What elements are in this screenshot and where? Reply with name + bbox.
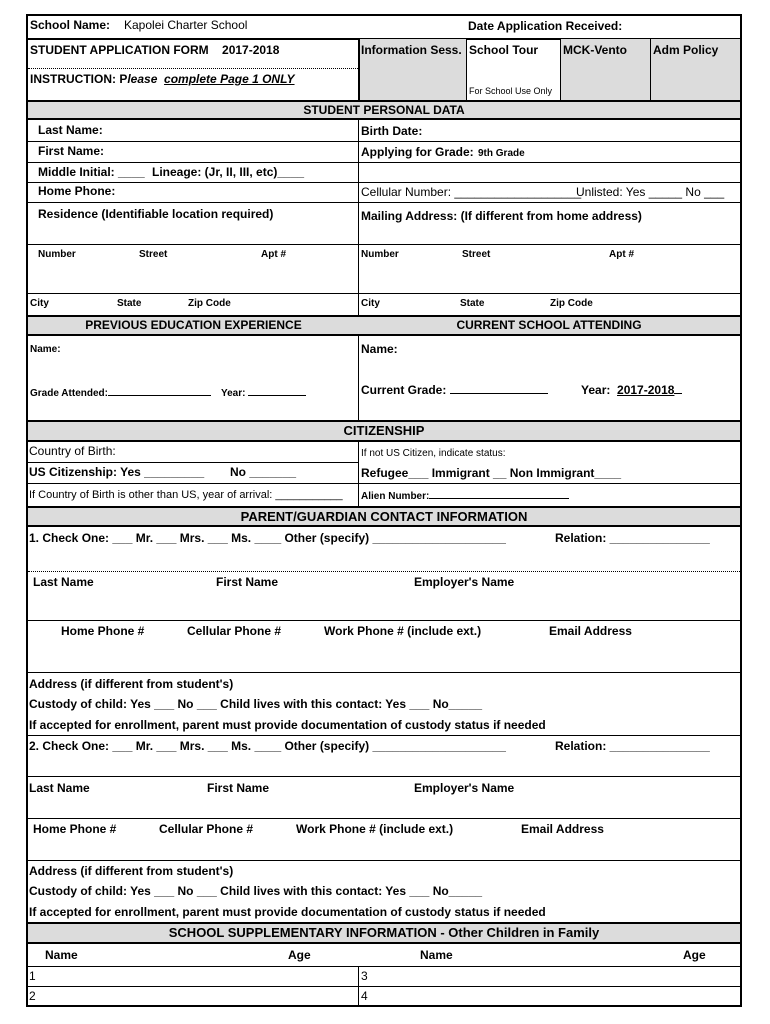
- contact1-last-name-label: Last Name: [33, 575, 94, 589]
- contact2-first-name-label: First Name: [207, 781, 270, 795]
- lineage-label: Lineage: (Jr, II, III, etc)____: [152, 165, 305, 179]
- contact1-cell-phone-label: Cellular Phone #: [187, 624, 282, 638]
- contact2-email-label: Email Address: [521, 822, 604, 836]
- mailing-street-label: Street: [462, 249, 491, 260]
- divider: [28, 735, 740, 736]
- divider: [358, 293, 359, 315]
- contact2-work-phone-label: Work Phone # (include ext.): [296, 822, 454, 836]
- contact2-last-name-label: Last Name: [29, 781, 90, 795]
- mailing-address-label: Mailing Address: (If different from home address): [361, 209, 642, 223]
- divider: [358, 336, 359, 420]
- residence-street-label: Street: [139, 249, 168, 260]
- contact1-home-phone-label: Home Phone #: [61, 624, 145, 638]
- sibling-row-3: 3: [361, 969, 368, 983]
- contact2-custody-line: Custody of child: Yes ___ No ___ Child lives with this contact: Yes ___ No_____: [29, 884, 483, 898]
- contact1-custody-line: Custody of child: Yes ___ No ___ Child lives with this contact: Yes ___ No_____: [29, 697, 483, 711]
- siblings-name-header-left: Name: [45, 948, 78, 962]
- current-year-value: 2017-2018: [617, 383, 675, 397]
- contact2-check-one: 2. Check One: ___ Mr. ___ Mrs. ___ Ms. ____ Other (specify) ____________________: [29, 739, 506, 753]
- office-col-mck-vento: MCK-Vento: [563, 43, 627, 57]
- last-name-label: Last Name:: [38, 123, 103, 137]
- divider: [28, 818, 740, 819]
- contact2-home-phone-label: Home Phone #: [33, 822, 117, 836]
- form-title: STUDENT APPLICATION FORM 2017-2018: [30, 43, 280, 57]
- divider: [28, 244, 740, 245]
- mailing-zip-label: Zip Code: [550, 298, 593, 309]
- home-phone-label: Home Phone:: [38, 184, 116, 198]
- section-current-school: CURRENT SCHOOL ATTENDING: [358, 315, 740, 336]
- curr-school-name-label: Name:: [361, 342, 398, 356]
- divider: [28, 966, 740, 967]
- divider: [358, 38, 360, 100]
- mailing-city-label: City: [361, 298, 380, 309]
- divider: [28, 141, 740, 142]
- application-form: [26, 14, 742, 1007]
- sibling-row-1: 1: [29, 969, 36, 983]
- contact2-doc-note: If accepted for enrollment, parent must provide documentation of custody status if needed: [29, 905, 546, 919]
- middle-initial-label: Middle Initial: ____: [38, 165, 145, 179]
- residence-label: Residence (Identifiable location required): [38, 207, 274, 221]
- divider: [358, 442, 359, 506]
- first-name-label: First Name:: [38, 144, 105, 158]
- contact1-relation-label: Relation: _______________: [555, 531, 710, 545]
- contact1-doc-note: If accepted for enrollment, parent must provide documentation of custody status if needed: [29, 718, 546, 732]
- mailing-number-label: Number: [361, 249, 399, 260]
- date-received-label: Date Application Received:: [468, 19, 623, 33]
- office-col-school-tour: School Tour: [469, 43, 539, 57]
- school-name-value: Kapolei Charter School: [124, 18, 248, 32]
- contact1-check-one: 1. Check One: ___ Mr. ___ Mrs. ___ Ms. ____ Other (specify) ____________________: [29, 531, 506, 545]
- divider: [28, 68, 358, 69]
- year-of-arrival-label: If Country of Birth is other than US, year of arrival: ___________: [29, 489, 343, 501]
- residence-number-label: Number: [38, 249, 76, 260]
- cellular-number-label: Cellular Number: ___________________: [361, 185, 582, 199]
- contact2-employer-label: Employer's Name: [414, 781, 515, 795]
- applying-grade-value: 9th Grade: [478, 148, 525, 159]
- contact1-first-name-label: First Name: [216, 575, 279, 589]
- divider: [358, 120, 359, 298]
- divider: [28, 462, 358, 463]
- citizen-status-options: Refugee___ Immigrant __ Non Immigrant____: [361, 466, 622, 480]
- office-col-adm-policy: Adm Policy: [653, 43, 719, 57]
- contact1-work-phone-label: Work Phone # (include ext.): [324, 624, 482, 638]
- divider: [358, 182, 740, 183]
- applying-grade-label: Applying for Grade:: [361, 145, 474, 159]
- sibling-row-4: 4: [361, 989, 368, 1003]
- divider: [28, 620, 740, 621]
- mailing-state-label: State: [460, 298, 485, 309]
- contact1-address-label: Address (if different from student's): [29, 677, 234, 691]
- divider: [28, 202, 740, 203]
- us-citizenship-label: US Citizenship: Yes _________: [29, 465, 205, 479]
- divider: [28, 986, 740, 987]
- section-student-personal-data: STUDENT PERSONAL DATA: [28, 100, 740, 120]
- office-use-note: For School Use Only: [469, 86, 553, 96]
- residence-city-label: City: [30, 298, 49, 309]
- contact1-email-label: Email Address: [549, 624, 632, 638]
- residence-state-label: State: [117, 298, 142, 309]
- section-citizenship: CITIZENSHIP: [28, 420, 740, 442]
- grade-attended-label: Grade Attended:: [30, 384, 211, 401]
- divider: [28, 182, 358, 183]
- mailing-apt-label: Apt #: [609, 249, 634, 260]
- sibling-row-2: 2: [29, 989, 36, 1003]
- prev-school-name-label: Name:: [30, 344, 61, 355]
- current-grade-label: Current Grade:: [361, 382, 548, 397]
- section-supplementary-info: SCHOOL SUPPLEMENTARY INFORMATION - Other Children in Family: [28, 922, 740, 944]
- divider: [28, 293, 740, 294]
- office-col-info-session: Information Sess.: [361, 43, 462, 57]
- section-previous-education: PREVIOUS EDUCATION EXPERIENCE: [28, 315, 359, 336]
- residence-zip-label: Zip Code: [188, 298, 231, 309]
- divider: [650, 38, 651, 100]
- instruction-text: INSTRUCTION: Please complete Page 1 ONLY: [30, 72, 295, 86]
- divider: [560, 38, 561, 100]
- unlisted-label: Unlisted: Yes _____ No ___: [576, 185, 725, 199]
- country-of-birth-label: Country of Birth:: [29, 444, 116, 458]
- us-citizenship-no-label: No _______: [230, 465, 297, 479]
- prev-year-label: Year:: [221, 384, 306, 401]
- current-year-label: Year: 2017-2018: [581, 382, 682, 397]
- divider: [28, 162, 740, 163]
- siblings-name-header-right: Name: [420, 948, 453, 962]
- school-name-label: School Name:: [30, 18, 111, 32]
- contact2-cell-phone-label: Cellular Phone #: [159, 822, 254, 836]
- alien-number-label: Alien Number:: [361, 487, 569, 504]
- if-not-citizen-label: If not US Citizen, indicate status:: [361, 448, 506, 459]
- siblings-age-header-right: Age: [683, 948, 706, 962]
- divider: [28, 483, 740, 484]
- section-parent-guardian: PARENT/GUARDIAN CONTACT INFORMATION: [28, 506, 740, 527]
- contact2-address-label: Address (if different from student's): [29, 864, 234, 878]
- contact1-employer-label: Employer's Name: [414, 575, 515, 589]
- divider: [28, 860, 740, 861]
- divider: [28, 672, 740, 673]
- birth-date-label: Birth Date:: [361, 124, 423, 138]
- divider: [466, 38, 467, 100]
- residence-apt-label: Apt #: [261, 249, 286, 260]
- siblings-age-header-left: Age: [288, 948, 311, 962]
- divider: [28, 571, 740, 572]
- divider: [28, 776, 740, 777]
- contact2-relation-label: Relation: _______________: [555, 739, 710, 753]
